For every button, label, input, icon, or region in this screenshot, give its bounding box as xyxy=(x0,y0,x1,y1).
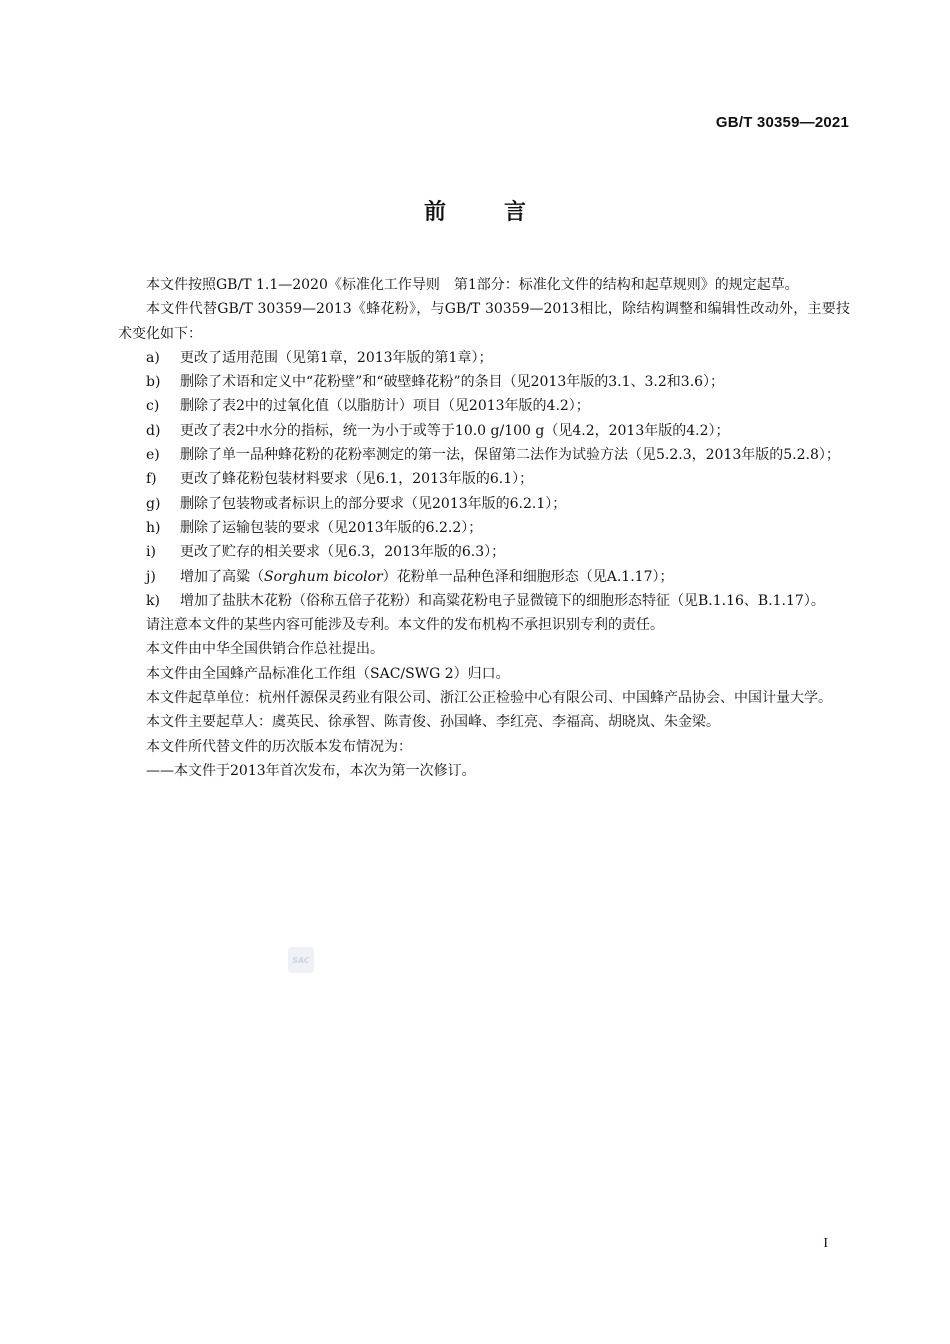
history-line: ——本文件于2013年首次发布，本次为第一次修订。 xyxy=(146,762,476,779)
list-item xyxy=(118,346,850,370)
list-item-text: 删除了运输包装的要求（见2013年版的6.2.2）； xyxy=(180,519,483,536)
list-item-text: 更改了表2中水分的指标，统一为小于或等于10.0 g/100 g（见4.2，2013年版的4.2）； xyxy=(180,422,730,439)
list-item-text: 删除了单一品种蜂花粉的花粉率测定的第一法，保留第二法作为试验方法（见5.2.3，2013年版的5.2.8）； xyxy=(180,447,840,464)
list-item-label: a) xyxy=(146,349,160,366)
page-title: 前言 xyxy=(423,200,584,225)
list-item xyxy=(118,565,850,589)
list-item-label: k) xyxy=(146,592,160,609)
list-item-label: c) xyxy=(146,398,160,415)
standard-code: GB/T 30359—2021 xyxy=(715,114,849,131)
list-item xyxy=(118,516,850,540)
foreword-body xyxy=(118,273,850,783)
list-item-text: 增加了盐肤木花粉（俗称五倍子花粉）和高粱花粉电子显微镜下的细胞形态特征（见B.1.16、B.1.17）。 xyxy=(180,592,825,609)
list-item-text-after: ）花粉单一品种色泽和细胞形态（见A.1.17）； xyxy=(382,568,674,585)
list-item-text: 更改了蜂花粉包装材料要求（见6.1，2013年版的6.1）； xyxy=(180,471,534,488)
list-item xyxy=(118,443,850,467)
outro-paragraph: 本文件由全国蜂产品标准化工作组（SAC/SWG 2）归口。 xyxy=(146,665,510,682)
list-item-text: 更改了适用范围（见第1章，2013年版的第1章）； xyxy=(180,349,493,366)
list-item-label: j) xyxy=(146,568,156,585)
list-item xyxy=(118,467,850,491)
intro-paragraph: 本文件代替GB/T 30359—2013《蜂花粉》，与GB/T 30359—2013相比，除结构调整和编辑性改动外，主要技术变化如下： xyxy=(118,301,850,342)
intro-paragraph: 本文件按照GB/T 1.1—2020《标准化工作导则 第1部分：标准化文件的结构和起草规则》的规定起草。 xyxy=(146,277,799,293)
list-item-label: b) xyxy=(146,374,161,391)
species-name: Sorghum bicolor xyxy=(264,568,383,585)
list-item xyxy=(118,492,850,516)
list-item-label: f) xyxy=(146,471,157,488)
list-item xyxy=(118,394,850,418)
sac-watermark-logo: SAC xyxy=(288,947,314,973)
list-item xyxy=(118,419,850,443)
list-item-text: 更改了贮存的相关要求（见6.3，2013年版的6.3）； xyxy=(180,544,506,561)
list-item xyxy=(118,589,850,613)
list-item xyxy=(118,370,850,394)
list-item-label: i) xyxy=(146,544,156,561)
list-item-text: 删除了包装物或者标识上的部分要求（见2013年版的6.2.1）； xyxy=(180,495,567,512)
outro-paragraph: 本文件所代替文件的历次版本发布情况为： xyxy=(146,738,412,755)
list-item xyxy=(118,540,850,564)
list-item-label: g) xyxy=(146,495,161,512)
list-item-text xyxy=(180,565,850,589)
outro-paragraph: 本文件主要起草人：虞英民、徐承智、陈青俊、孙国峰、李红亮、李福高、胡晓岚、朱金梁。 xyxy=(146,714,720,731)
list-item-text-before: 增加了高粱（ xyxy=(180,568,264,585)
list-item-label: h) xyxy=(146,519,161,536)
outro-paragraph: 本文件由中华全国供销合作总社提出。 xyxy=(146,641,384,658)
outro-paragraph: 请注意本文件的某些内容可能涉及专利。本文件的发布机构不承担识别专利的责任。 xyxy=(146,617,664,634)
list-item-label: d) xyxy=(146,422,161,439)
page-number: I xyxy=(823,1236,828,1251)
outro-paragraph: 本文件起草单位：杭州仟源保灵药业有限公司、浙江公正检验中心有限公司、中国蜂产品协会、中国计量大学。 xyxy=(146,690,832,707)
list-item-text: 删除了表2中的过氧化值（以脂肪计）项目（见2013年版的4.2）； xyxy=(180,398,590,415)
list-item-label: e) xyxy=(146,447,160,464)
list-item-text: 删除了术语和定义中“花粉壁”和“破壁蜂花粉”的条目（见2013年版的3.1、3.2和3.6）； xyxy=(180,374,725,391)
